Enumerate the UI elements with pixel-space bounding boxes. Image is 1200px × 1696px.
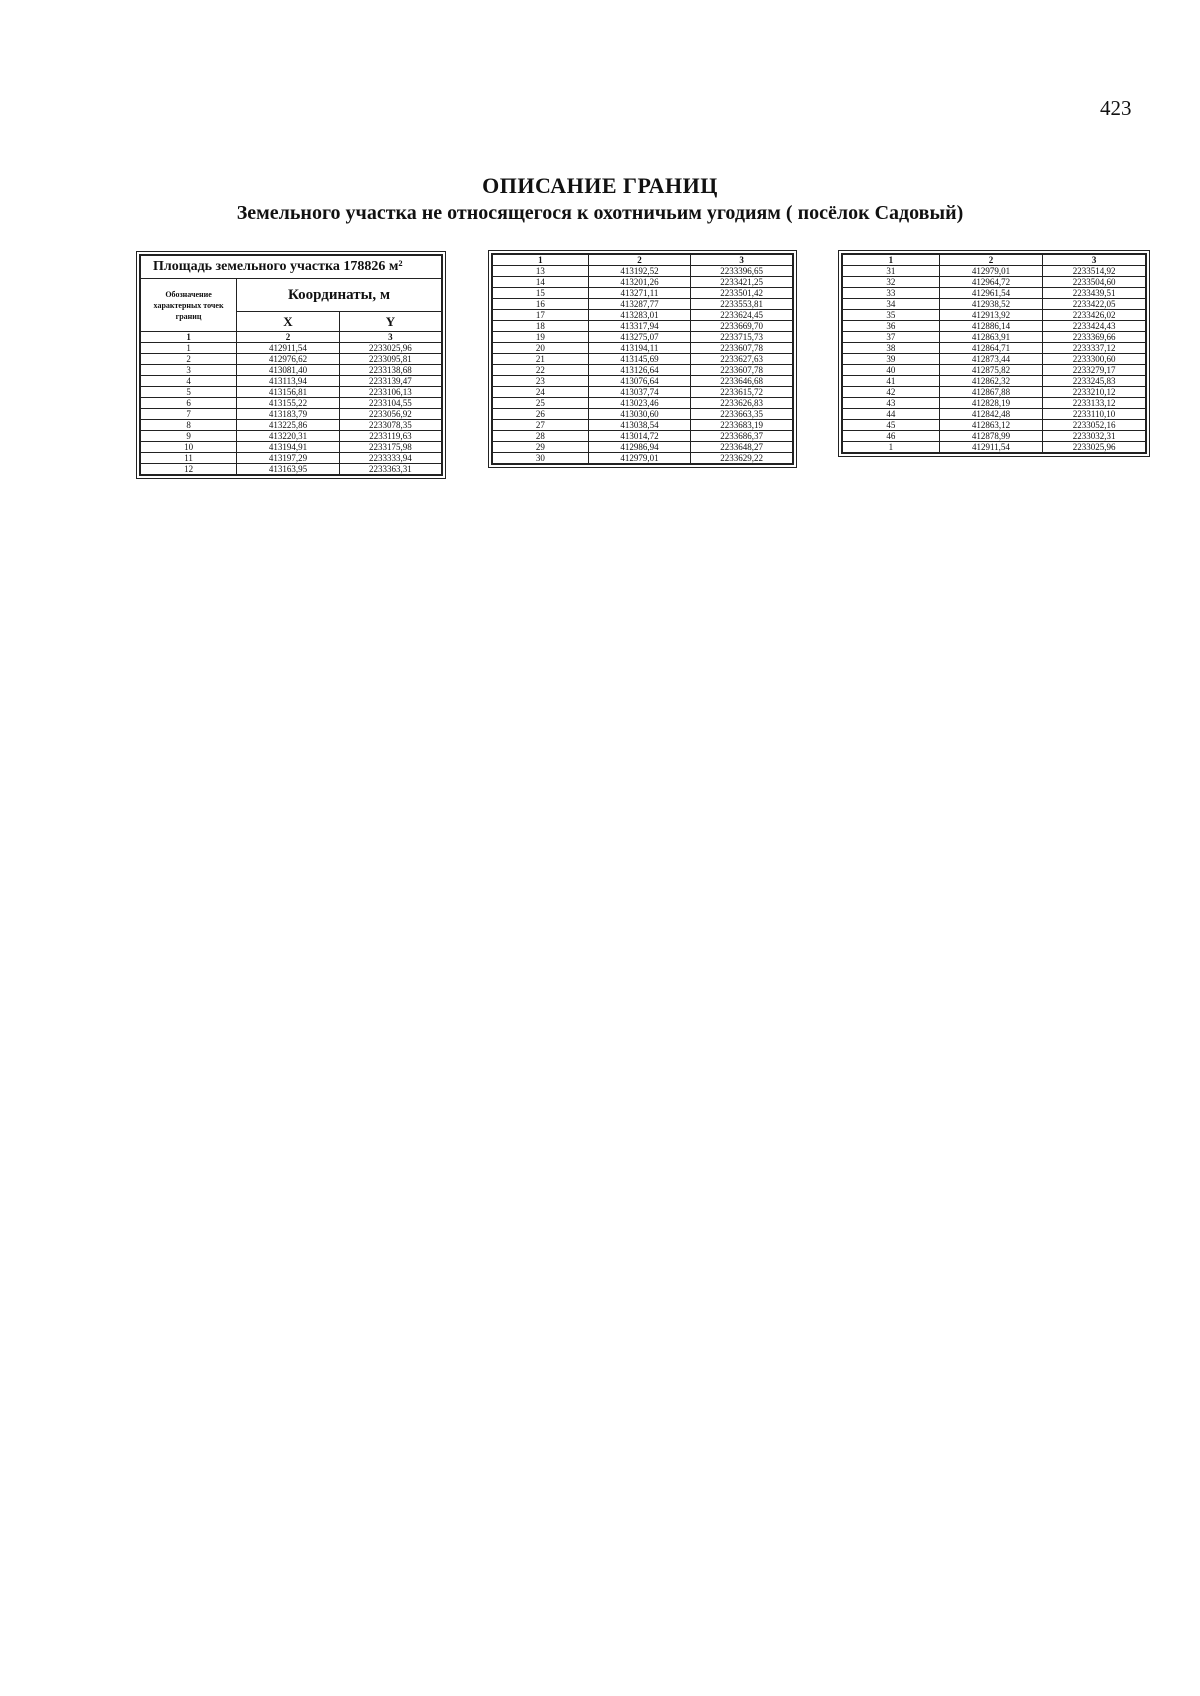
x-coordinate-cell: 413163,95 — [237, 464, 340, 476]
point-id-cell: 11 — [140, 453, 237, 464]
y-coordinate-cell: 2233607,78 — [691, 343, 793, 354]
table-row — [492, 332, 793, 343]
y-coordinate-cell: 2233333,94 — [339, 453, 442, 464]
point-id-cell: 44 — [842, 409, 939, 420]
point-header: Обозначение характерных точек границ — [140, 279, 237, 332]
point-id-cell: 33 — [842, 288, 939, 299]
y-coordinate-cell: 2233138,68 — [339, 365, 442, 376]
y-coordinate-cell: 2233686,37 — [691, 431, 793, 442]
x-coordinate-cell: 413194,91 — [237, 442, 340, 453]
y-coordinate-cell: 2233607,78 — [691, 365, 793, 376]
table-row — [492, 420, 793, 431]
x-coordinate-cell: 412964,72 — [939, 277, 1042, 288]
x-coordinate-cell: 413220,31 — [237, 431, 340, 442]
table-row — [842, 431, 1146, 442]
x-coordinate-cell: 413156,81 — [237, 387, 340, 398]
x-coordinate-cell: 412911,54 — [939, 442, 1042, 454]
point-id-cell: 40 — [842, 365, 939, 376]
x-coordinate-cell: 413081,40 — [237, 365, 340, 376]
y-coordinate-cell: 2233627,63 — [691, 354, 793, 365]
y-coordinate-cell: 2233300,60 — [1043, 354, 1146, 365]
table-row — [140, 420, 442, 431]
y-coordinate-cell: 2233133,12 — [1043, 398, 1146, 409]
point-id-cell: 30 — [492, 453, 588, 465]
y-coordinate-cell: 2233106,13 — [339, 387, 442, 398]
point-id-cell: 10 — [140, 442, 237, 453]
point-id-cell: 1 — [842, 442, 939, 454]
point-id-cell: 2 — [140, 354, 237, 365]
column-number-row — [842, 254, 1146, 266]
column-number: 1 — [492, 254, 588, 266]
point-id-cell: 6 — [140, 398, 237, 409]
table-row — [140, 398, 442, 409]
table-row — [140, 409, 442, 420]
table-row — [842, 442, 1146, 454]
table-row — [492, 376, 793, 387]
document-title: ОПИСАНИЕ ГРАНИЦ — [482, 173, 718, 198]
point-id-cell: 20 — [492, 343, 588, 354]
point-id-cell: 39 — [842, 354, 939, 365]
table-row — [140, 365, 442, 376]
column-number: 1 — [140, 332, 237, 343]
y-coordinate-cell: 2233553,81 — [691, 299, 793, 310]
point-id-cell: 14 — [492, 277, 588, 288]
table-row — [492, 277, 793, 288]
x-coordinate-cell: 412976,62 — [237, 354, 340, 365]
x-coordinate-cell: 413192,52 — [588, 266, 690, 277]
y-coordinate-cell: 2233210,12 — [1043, 387, 1146, 398]
table-row — [492, 343, 793, 354]
x-coordinate-cell: 412875,82 — [939, 365, 1042, 376]
x-coordinate-cell: 413155,22 — [237, 398, 340, 409]
x-coordinate-cell: 413287,77 — [588, 299, 690, 310]
y-coordinate-cell: 2233363,31 — [339, 464, 442, 476]
table-row — [492, 442, 793, 453]
x-coordinate-cell: 412842,48 — [939, 409, 1042, 420]
x-coordinate-cell: 412828,19 — [939, 398, 1042, 409]
y-coordinate-cell: 2233110,10 — [1043, 409, 1146, 420]
point-id-cell: 17 — [492, 310, 588, 321]
point-id-cell: 36 — [842, 321, 939, 332]
table-row — [842, 387, 1146, 398]
x-coordinate-cell: 413194,11 — [588, 343, 690, 354]
table-row — [842, 288, 1146, 299]
x-coordinate-cell: 413014,72 — [588, 431, 690, 442]
y-coordinate-cell: 2233626,83 — [691, 398, 793, 409]
x-coordinate-cell: 412873,44 — [939, 354, 1042, 365]
x-coordinate-cell: 412867,88 — [939, 387, 1042, 398]
y-coordinate-cell: 2233052,16 — [1043, 420, 1146, 431]
x-coordinate-cell: 413038,54 — [588, 420, 690, 431]
x-coordinate-cell: 412878,99 — [939, 431, 1042, 442]
point-id-cell: 23 — [492, 376, 588, 387]
table-row — [842, 409, 1146, 420]
column-number: 3 — [691, 254, 793, 266]
y-coordinate-cell: 2233648,27 — [691, 442, 793, 453]
point-id-cell: 5 — [140, 387, 237, 398]
point-id-cell: 8 — [140, 420, 237, 431]
point-id-cell: 32 — [842, 277, 939, 288]
x-header: X — [237, 312, 340, 332]
coordinates-table-3 — [841, 253, 1147, 454]
table-row — [140, 387, 442, 398]
table-row — [140, 453, 442, 464]
y-coordinate-cell: 2233629,22 — [691, 453, 793, 465]
table-row — [842, 332, 1146, 343]
y-coordinate-cell: 2233369,66 — [1043, 332, 1146, 343]
y-coordinate-cell: 2233032,31 — [1043, 431, 1146, 442]
point-id-cell: 37 — [842, 332, 939, 343]
table-row — [492, 266, 793, 277]
point-id-cell: 19 — [492, 332, 588, 343]
table-row — [492, 365, 793, 376]
x-coordinate-cell: 413113,94 — [237, 376, 340, 387]
point-id-cell: 21 — [492, 354, 588, 365]
y-coordinate-cell: 2233663,35 — [691, 409, 793, 420]
x-coordinate-cell: 413076,64 — [588, 376, 690, 387]
y-coordinate-cell: 2233139,47 — [339, 376, 442, 387]
point-id-cell: 12 — [140, 464, 237, 476]
table-row — [140, 354, 442, 365]
table-row — [842, 398, 1146, 409]
x-coordinate-cell: 413225,86 — [237, 420, 340, 431]
point-id-cell: 34 — [842, 299, 939, 310]
x-coordinate-cell: 412863,12 — [939, 420, 1042, 431]
y-coordinate-cell: 2233095,81 — [339, 354, 442, 365]
x-coordinate-cell: 412863,91 — [939, 332, 1042, 343]
x-coordinate-cell: 413030,60 — [588, 409, 690, 420]
x-coordinate-cell: 412911,54 — [237, 343, 340, 354]
y-coordinate-cell: 2233424,43 — [1043, 321, 1146, 332]
y-coordinate-cell: 2233514,92 — [1043, 266, 1146, 277]
y-coordinate-cell: 2233715,73 — [691, 332, 793, 343]
y-coordinate-cell: 2233426,02 — [1043, 310, 1146, 321]
y-coordinate-cell: 2233504,60 — [1043, 277, 1146, 288]
coordinates-table-2 — [491, 253, 794, 465]
point-id-cell: 46 — [842, 431, 939, 442]
point-id-cell: 16 — [492, 299, 588, 310]
y-coordinate-cell: 2233104,55 — [339, 398, 442, 409]
table-row — [140, 376, 442, 387]
x-coordinate-cell: 412979,01 — [588, 453, 690, 465]
y-coordinate-cell: 2233669,70 — [691, 321, 793, 332]
coordinates-table-1 — [139, 254, 443, 476]
y-coordinate-cell: 2233422,05 — [1043, 299, 1146, 310]
y-coordinate-cell: 2233025,96 — [1043, 442, 1146, 454]
column-number-row — [492, 254, 793, 266]
x-coordinate-cell: 412862,32 — [939, 376, 1042, 387]
table-row — [842, 277, 1146, 288]
point-id-cell: 42 — [842, 387, 939, 398]
x-coordinate-cell: 413126,64 — [588, 365, 690, 376]
table-row — [492, 299, 793, 310]
point-id-cell: 9 — [140, 431, 237, 442]
table-row — [492, 453, 793, 465]
point-id-cell: 18 — [492, 321, 588, 332]
point-id-cell: 43 — [842, 398, 939, 409]
table-row — [492, 431, 793, 442]
point-id-cell: 3 — [140, 365, 237, 376]
x-coordinate-cell: 413145,69 — [588, 354, 690, 365]
y-coordinate-cell: 2233056,92 — [339, 409, 442, 420]
point-id-cell: 15 — [492, 288, 588, 299]
column-number: 3 — [1043, 254, 1146, 266]
point-id-cell: 41 — [842, 376, 939, 387]
table-row — [842, 266, 1146, 277]
point-id-cell: 4 — [140, 376, 237, 387]
x-coordinate-cell: 413271,11 — [588, 288, 690, 299]
y-coordinate-cell: 2233279,17 — [1043, 365, 1146, 376]
x-coordinate-cell: 412886,14 — [939, 321, 1042, 332]
point-id-cell: 25 — [492, 398, 588, 409]
y-header: Y — [339, 312, 442, 332]
table-row — [842, 420, 1146, 431]
table-row — [492, 387, 793, 398]
table-row — [842, 310, 1146, 321]
point-id-cell: 31 — [842, 266, 939, 277]
x-coordinate-cell: 413201,26 — [588, 277, 690, 288]
x-coordinate-cell: 412986,94 — [588, 442, 690, 453]
point-id-cell: 28 — [492, 431, 588, 442]
x-coordinate-cell: 412938,52 — [939, 299, 1042, 310]
x-coordinate-cell: 413317,94 — [588, 321, 690, 332]
table-row — [140, 431, 442, 442]
point-id-cell: 1 — [140, 343, 237, 354]
point-id-cell: 35 — [842, 310, 939, 321]
table-row — [492, 321, 793, 332]
table-row — [842, 321, 1146, 332]
x-coordinate-cell: 413283,01 — [588, 310, 690, 321]
x-coordinate-cell: 413037,74 — [588, 387, 690, 398]
table-row — [492, 354, 793, 365]
point-id-cell: 45 — [842, 420, 939, 431]
point-id-cell: 7 — [140, 409, 237, 420]
y-coordinate-cell: 2233119,63 — [339, 431, 442, 442]
y-coordinate-cell: 2233337,12 — [1043, 343, 1146, 354]
table-row — [140, 464, 442, 476]
y-coordinate-cell: 2233646,68 — [691, 376, 793, 387]
table-row — [492, 398, 793, 409]
page-number: 423 — [1100, 96, 1132, 120]
table-row — [492, 409, 793, 420]
column-number: 1 — [842, 254, 939, 266]
y-coordinate-cell: 2233396,65 — [691, 266, 793, 277]
x-coordinate-cell: 412979,01 — [939, 266, 1042, 277]
table-row — [492, 310, 793, 321]
table-row — [140, 343, 442, 354]
column-number: 2 — [939, 254, 1042, 266]
y-coordinate-cell: 2233439,51 — [1043, 288, 1146, 299]
column-number: 3 — [339, 332, 442, 343]
table-row — [842, 365, 1146, 376]
y-coordinate-cell: 2233421,25 — [691, 277, 793, 288]
table-row — [842, 354, 1146, 365]
table-row — [842, 376, 1146, 387]
point-id-cell: 38 — [842, 343, 939, 354]
point-id-cell: 13 — [492, 266, 588, 277]
y-coordinate-cell: 2233624,45 — [691, 310, 793, 321]
x-coordinate-cell: 412961,54 — [939, 288, 1042, 299]
area-label: Площадь земельного участка 178826 м² — [140, 255, 442, 279]
table-row — [842, 299, 1146, 310]
column-number: 2 — [588, 254, 690, 266]
x-coordinate-cell: 413023,46 — [588, 398, 690, 409]
point-id-cell: 27 — [492, 420, 588, 431]
y-coordinate-cell: 2233025,96 — [339, 343, 442, 354]
x-coordinate-cell: 413275,07 — [588, 332, 690, 343]
x-coordinate-cell: 412864,71 — [939, 343, 1042, 354]
y-coordinate-cell: 2233175,98 — [339, 442, 442, 453]
coords-header: Координаты, м — [237, 279, 442, 312]
table-row — [140, 442, 442, 453]
column-number: 2 — [237, 332, 340, 343]
x-coordinate-cell: 413183,79 — [237, 409, 340, 420]
y-coordinate-cell: 2233078,35 — [339, 420, 442, 431]
point-id-cell: 26 — [492, 409, 588, 420]
document-subtitle: Земельного участка не относящегося к охотничьим угодиям ( посёлок Садовый) — [236, 202, 964, 224]
x-coordinate-cell: 412913,92 — [939, 310, 1042, 321]
point-id-cell: 24 — [492, 387, 588, 398]
y-coordinate-cell: 2233683,19 — [691, 420, 793, 431]
table-row — [842, 343, 1146, 354]
x-coordinate-cell: 413197,29 — [237, 453, 340, 464]
y-coordinate-cell: 2233245,83 — [1043, 376, 1146, 387]
point-id-cell: 22 — [492, 365, 588, 376]
column-number-row — [140, 332, 442, 343]
y-coordinate-cell: 2233615,72 — [691, 387, 793, 398]
y-coordinate-cell: 2233501,42 — [691, 288, 793, 299]
point-id-cell: 29 — [492, 442, 588, 453]
table-row — [492, 288, 793, 299]
